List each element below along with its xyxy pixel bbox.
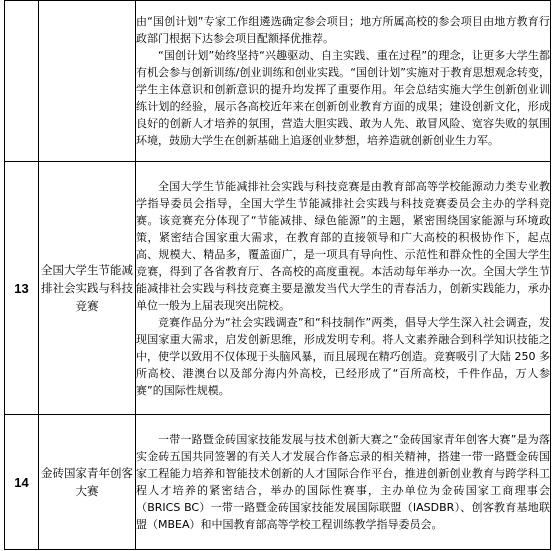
competition-table	[4, 0, 551, 550]
competition-description	[136, 415, 551, 550]
competition-name	[39, 1, 136, 162]
description-paragraph: 一带一路暨金砖国家技能发展与技术创新大赛之“金砖国家青年创客大赛”是为落实金砖五国共同签署的有关人才发展合作备忘录的相关精神，搭建一带一路暨金砖国家工程能力培养和智能技术创新的人才国际合作平台，推进创新创业教育与跨学科工程人才培养的紧密结合，举办的国际性赛事，主办单位为金砖国家工商理事会（BRICS BC）一带一路暨金砖国家技能发展国际联盟（IASDBR）、创客教育基地联盟（MBEA）和中国教育部高等学校工程训练教学指导委员会。	[136, 433, 550, 531]
table-row	[5, 1, 551, 162]
competition-description	[136, 162, 551, 415]
description-paragraph: “国创计划”始终坚持“兴趣驱动、自主实践、重在过程”的理念，让更多大学生都有机会参与创新训练/创业训练和创业实践。“国创计划”实施对于教育思想观念转变，学生主体意识和创新意识的提升均发挥了重要作用。年会总结实施大学生创新创业训练计划的经验，展示各高校近年来在创新创业教育方面的成果；建设创新文化，形成良好的创新人才培养的氛围，营造大胆实践、敢为人先、敢冒风险、宽容失败的氛围环境，鼓励大学生在创新基础上追逐创业梦想，培养造就创新创业生力军。	[136, 49, 550, 147]
competition-name: 金砖国家青年创客大赛	[39, 415, 136, 550]
description-paragraph: 竞赛作品分为“社会实践调查”和“科技制作”两类，倡导大学生深入社会调查，发现国家重大需求，启发创新思维，形成发明专利。将人文素养融合到科学知识技能之中，使学以致用不仅体现于头脑风暴，而且展现在精巧创造。竞赛吸引了大陆 250 多所高校、港澳台以及部分海内外高校，已经形成了“百所高校，千件作品，万人参赛”的国际性规模。	[136, 315, 550, 397]
competition-description	[136, 1, 551, 162]
description-paragraph: 全国大学生节能减排社会实践与科技竞赛是由教育部高等学校能源动力类专业教学指导委员会指导，全国大学生节能减排社会实践与科技竞赛委员会主办的学科竞赛。该竞赛充分体现了“节能减排、绿色能源”的主题，紧密围绕国家能源与环境政策，紧密结合国家重大需求，在教育部的直接领导和广大高校的积极协作下，起点高、规模大、精品多，覆盖面广，是一项具有导向性、示范性和群众性的全国大学生竞赛，得到了各省教育厅、各高校的高度重视。本活动每年举办一次。全国大学生节能减排社会实践与科技竞赛主要是激发当代大学生的青春活力，创新实践能力，承办单位一般为上届表现突出院校。	[136, 179, 550, 312]
description-paragraph: 由“国创计划”专家工作组遴选确定参会项目；地方所属高校的参会项目由地方教育行政部门根据下达参会项目配额择优推荐。	[136, 15, 550, 45]
competition-name: 全国大学生节能减排社会实践与科技竞赛	[39, 162, 136, 415]
row-number: 14	[5, 415, 39, 550]
row-number	[5, 1, 39, 162]
table-row	[5, 162, 551, 415]
row-number: 13	[5, 162, 39, 415]
table-row	[5, 415, 551, 550]
